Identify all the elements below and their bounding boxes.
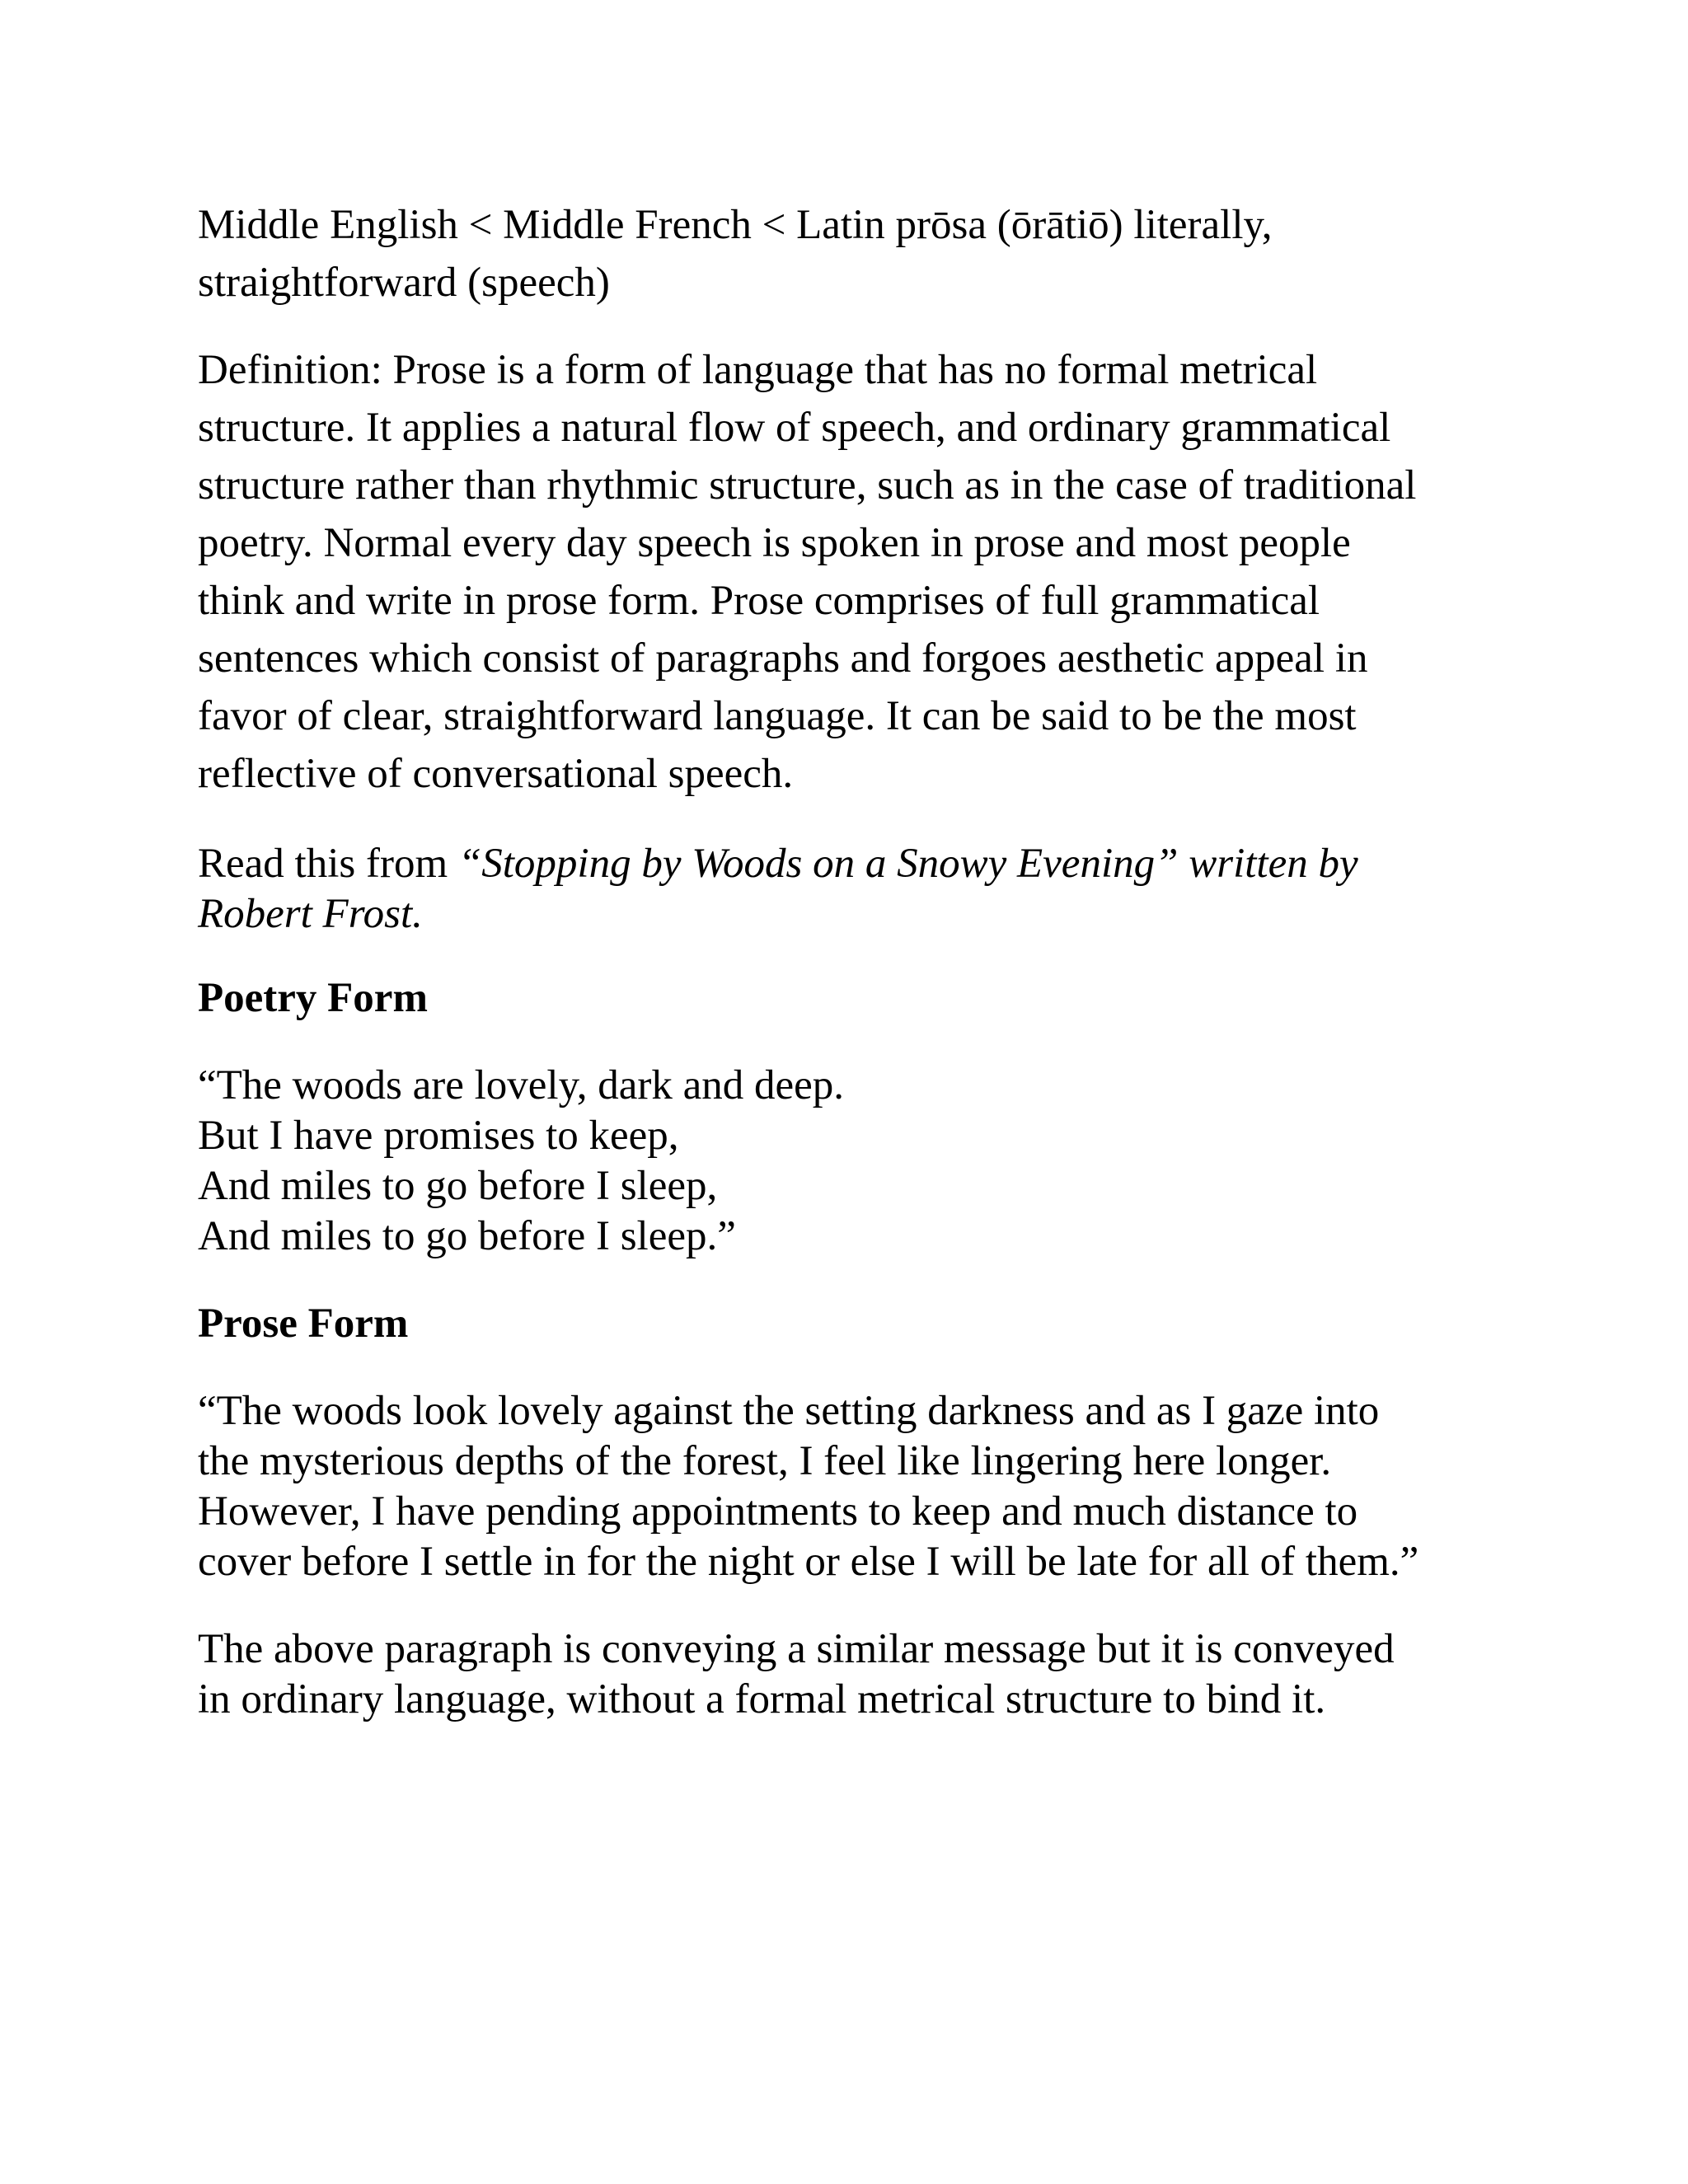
read-intro-paragraph bbox=[198, 839, 1517, 940]
definition-line: reflective of conversational speech. bbox=[198, 751, 794, 797]
read-intro-line bbox=[198, 839, 1517, 889]
conclusion-line: The above paragraph is conveying a similar message but it is conveyed bbox=[198, 1626, 1395, 1672]
prose-passage-line: “The woods look lovely against the setting darkness and as I gaze into bbox=[198, 1388, 1380, 1434]
prose-passage-line: However, I have pending appointments to keep and much distance to bbox=[198, 1488, 1358, 1535]
etymology-line: straightforward (speech) bbox=[198, 260, 610, 306]
definition-line: structure rather than rhythmic structure, such as in the case of traditional bbox=[198, 462, 1417, 509]
etymology-paragraph bbox=[198, 196, 1517, 312]
poem-line: And miles to go before I sleep.” bbox=[198, 1213, 736, 1259]
definition-line: poetry. Normal every day speech is spoken in prose and most people bbox=[198, 520, 1351, 566]
document-body bbox=[198, 196, 1517, 1753]
conclusion-paragraph bbox=[198, 1624, 1517, 1725]
read-intro-lead: Read this from bbox=[198, 841, 458, 887]
poetry-form-heading: Poetry Form bbox=[198, 975, 428, 1021]
definition-line: favor of clear, straightforward language. It can be said to be the most bbox=[198, 693, 1357, 739]
poem-line: And miles to go before I sleep, bbox=[198, 1163, 718, 1209]
etymology-line: Middle English < Middle French < Latin prōsa (ōrātiō) literally, bbox=[198, 202, 1273, 248]
poem-stanza bbox=[198, 1061, 1517, 1262]
definition-line: structure. It applies a natural flow of speech, and ordinary grammatical bbox=[198, 405, 1391, 451]
definition-line: think and write in prose form. Prose comprises of full grammatical bbox=[198, 578, 1320, 624]
prose-passage-line: the mysterious depths of the forest, I feel like lingering here longer. bbox=[198, 1438, 1332, 1484]
poem-line: “The woods are lovely, dark and deep. bbox=[198, 1062, 845, 1108]
poem-citation: “Stopping by Woods on a Snowy Evening” written by bbox=[457, 841, 1358, 887]
prose-passage-line: cover before I settle in for the night or else I will be late for all of them.” bbox=[198, 1539, 1419, 1585]
prose-passage-paragraph bbox=[198, 1386, 1517, 1587]
definition-paragraph bbox=[198, 341, 1517, 803]
definition-line: Definition: Prose is a form of language that has no formal metrical bbox=[198, 347, 1318, 393]
prose-form-heading: Prose Form bbox=[198, 1301, 409, 1347]
definition-line: sentences which consist of paragraphs and forgoes aesthetic appeal in bbox=[198, 635, 1368, 682]
poem-author: Robert Frost. bbox=[198, 891, 423, 937]
poem-line: But I have promises to keep, bbox=[198, 1113, 679, 1159]
conclusion-line: in ordinary language, without a formal metrical structure to bind it. bbox=[198, 1676, 1326, 1722]
